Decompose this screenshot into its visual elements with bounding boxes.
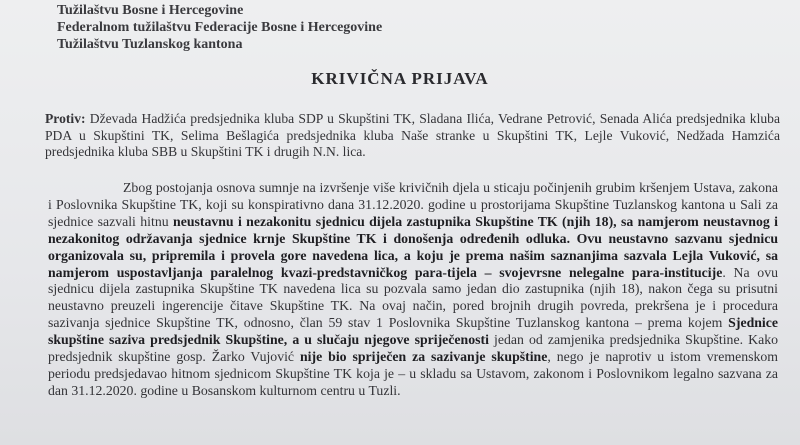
body-paragraph bbox=[48, 180, 778, 400]
respondents-paragraph bbox=[45, 111, 780, 161]
body-bold-text: nije bio spriječen za sazivanje skupštine bbox=[300, 349, 548, 365]
respondents-text: Dževada Hadžića predsjednika kluba SDP u Skupštini TK, Sladana Ilića, Vedrane Petrović, Senada Alića predsjednika kluba PDA u Skupštini TK, Selima Bešlagića predsjednika kluba Naše stranke u Skupštini TK, Lejle Vuković, Nedžada Hamzića predsjednika kluba SBB u Skupštini TK i drugih N.N. lica. bbox=[45, 111, 780, 159]
body-text: jedan od zamjenika predsjednika Skupštine. Kako predsjednik skupštine gosp. Žarko Vujović bbox=[48, 332, 778, 365]
body-text: Zbog postojanja osnova sumnje na izvršenje više krivičnih djela u sticaju počinjenih grubim kršenjem Ustava, zakona i Poslovnika Skupštine TK, koji su konspirativno dana 31.12.2020. godine u prostorijama Skupštine Tuzlanskog kantona u Sali za sjednice sazvali hitnu bbox=[48, 180, 778, 229]
addressee-line: Tužilaštvu Tuzlanskog kantona bbox=[57, 37, 243, 52]
respondents-label: Protiv: bbox=[45, 111, 86, 126]
document-title: KRIVIČNA PRIJAVA bbox=[311, 69, 489, 88]
body-bold-text: Sjednice skupštine saziva predsjednik Skupštine, a u slučaju njegove spriječenosti bbox=[48, 315, 778, 348]
body-bold-text: neustavnu i nezakonitu sjednicu dijela zastupnika Skupštine TK (njih 18), sa namjerom neustavnog i nezakonitog održavanja sjednice krnje Skupštine TK i donošenja određenih odluka. Ovu neustavno sazvanu sjednicu organizovala su, pripremila i provela gore navedena lica, a koju je prema našim saznanjima sazvala Lejla Vuković, sa namjerom uspostavljanja paralelnog kvazi-predstavničkog para-tijela – svojevrsne nelegalne para-institucije bbox=[48, 213, 778, 280]
body-text: . Na ovu sjednicu dijela zastupnika Skupštine TK navedena lica su pozvala samo jedan dio zastupnika (njih 18), nakon čega su prisutni neustavno preuzeli ingerencije čitave Skupštine TK. Na ovaj način, pored brojnih drugih povreda, prekršena je i procedura sazivanja sjednice Skupštine TK, odnosno, član 59 stav 1 Poslovnika Skupštine Tuzlanskog kantona – prema kojem bbox=[48, 264, 778, 331]
addressee-line: Federalnom tužilaštvu Federacije Bosne i Hercegovine bbox=[57, 20, 383, 35]
body-text: , nego je naprotiv u istom vremenskom periodu predsjedavao hitnom sjednicom Skupštine TK koja je – u skladu sa Ustavom, zakonom i Poslovnikom legalno sazvana za dan 31.12.2020. godine u Bosanskom kulturnom centru u Tuzli. bbox=[48, 349, 778, 398]
addressee-list bbox=[57, 2, 382, 53]
addressee-line: Tužilaštvu Bosne i Hercegovine bbox=[57, 3, 244, 18]
